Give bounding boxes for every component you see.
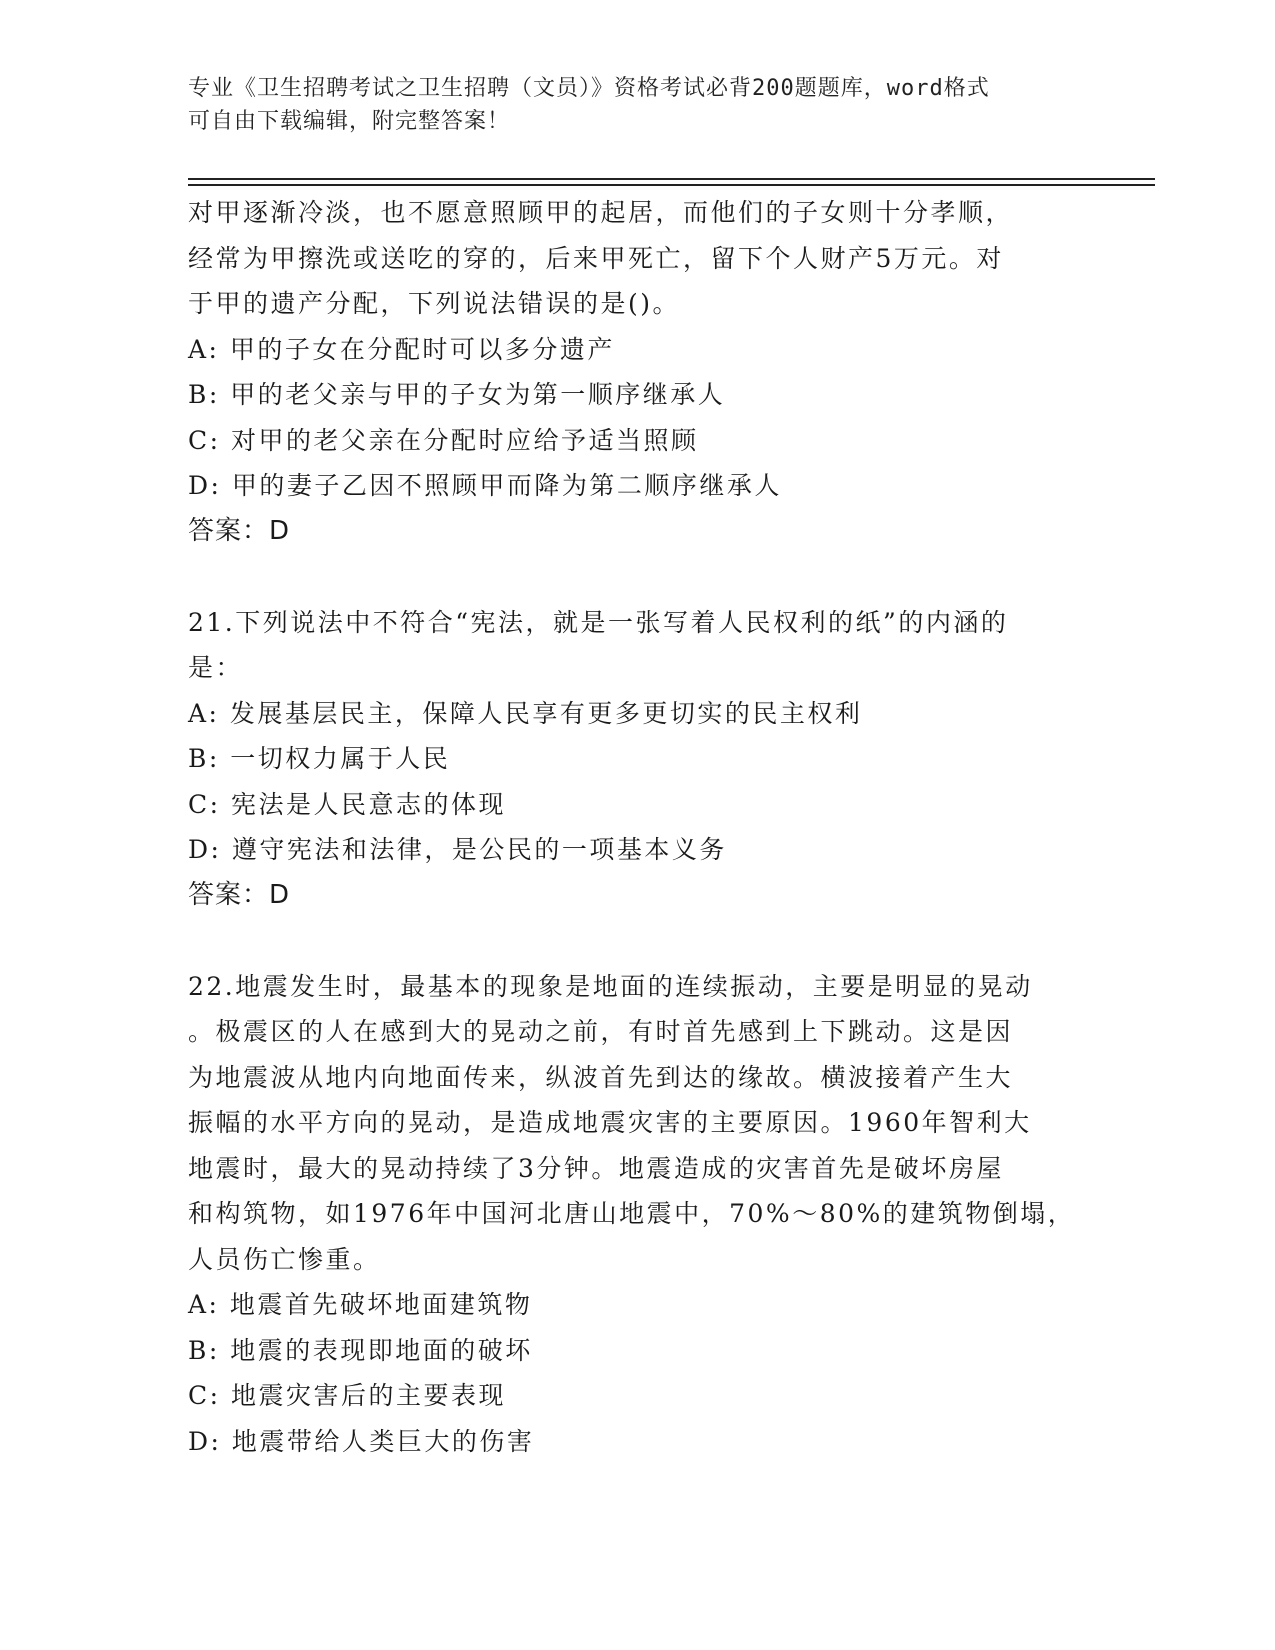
spacer xyxy=(188,554,1088,600)
option-b: B: 地震的表现即地面的破坏 xyxy=(188,1335,533,1365)
question-20-continued xyxy=(188,190,1088,554)
document-header xyxy=(188,72,1088,138)
question-stem-line: 和构筑物，如1976年中国河北唐山地震中，70%～80%的建筑物倒塌， xyxy=(188,1199,1076,1228)
question-stem-line: 于甲的遗产分配，下列说法错误的是()。 xyxy=(188,289,681,318)
question-stem-line: 是： xyxy=(188,653,244,682)
header-line-1: 专业《卫生招聘考试之卫生招聘（文员）》资格考试必背200题题库，word格式 xyxy=(188,76,990,101)
option-c: C: 地震灾害后的主要表现 xyxy=(188,1381,506,1410)
option-a: A: 甲的子女在分配时可以多分遗产 xyxy=(188,334,615,364)
option-d: D: 地震带给人类巨大的伤害 xyxy=(188,1426,535,1456)
option-c: C: 对甲的老父亲在分配时应给予适当照顾 xyxy=(188,425,699,455)
option-c: C: 宪法是人民意志的体现 xyxy=(188,789,506,819)
question-stem-line: 人员伤亡惨重。 xyxy=(188,1244,381,1274)
option-a: A: 发展基层民主，保障人民享有更多更切实的民主权利 xyxy=(188,698,863,728)
header-rule-bottom xyxy=(188,184,1155,186)
question-stem-line: 振幅的水平方向的晃动，是造成地震灾害的主要原因。1960年智利大 xyxy=(188,1108,1032,1137)
spacer xyxy=(188,918,1088,964)
question-stem-line: 地震时，最大的晃动持续了3分钟。地震造成的灾害首先是破坏房屋 xyxy=(188,1153,1004,1183)
question-21 xyxy=(188,600,1088,919)
header-rule-top xyxy=(188,178,1155,180)
answer-line: 答案：D xyxy=(188,879,291,910)
option-d: D: 甲的妻子乙因不照顾甲而降为第二顺序继承人 xyxy=(188,471,782,500)
question-stem-line: 21.下列说法中不符合“宪法，就是一张写着人民权利的纸”的内涵的 xyxy=(188,607,1009,637)
option-d: D: 遵守宪法和法律，是公民的一项基本义务 xyxy=(188,835,727,864)
option-b: B: 一切权力属于人民 xyxy=(188,744,451,773)
question-stem-line: 。极震区的人在感到大的晃动之前，有时首先感到上下跳动。这是因 xyxy=(188,1017,1014,1046)
option-a: A: 地震首先破坏地面建筑物 xyxy=(188,1290,533,1319)
document-body xyxy=(188,190,1088,1464)
question-stem-line: 经常为甲擦洗或送吃的穿的，后来甲死亡，留下个人财产5万元。对 xyxy=(188,243,1004,273)
answer-line: 答案：D xyxy=(188,515,291,546)
question-stem-line: 对甲逐渐冷淡，也不愿意照顾甲的起居，而他们的子女则十分孝顺， xyxy=(188,198,1014,227)
question-stem-line: 22.地震发生时，最基本的现象是地面的连续振动，主要是明显的晃动 xyxy=(188,971,1033,1001)
question-22 xyxy=(188,964,1088,1465)
question-stem-line: 为地震波从地内向地面传来，纵波首先到达的缘故。横波接着产生大 xyxy=(188,1062,1014,1092)
header-line-2: 可自由下载编辑，附完整答案！ xyxy=(188,109,511,134)
option-b: B: 甲的老父亲与甲的子女为第一顺序继承人 xyxy=(188,380,726,409)
